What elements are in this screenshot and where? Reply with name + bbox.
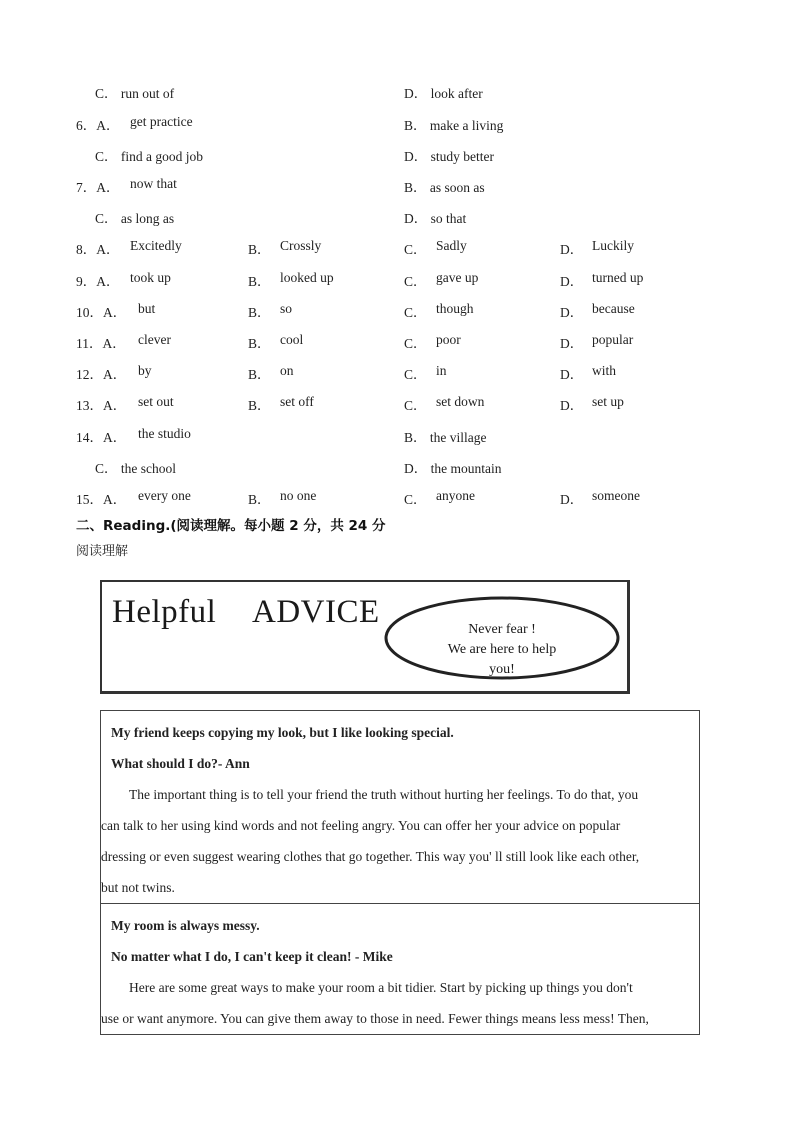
question-5-row-2 (0, 82, 794, 102)
section-title: 二、Reading.(阅读理解。每小题 2 分，共 24 分 (76, 518, 386, 534)
option-7d: D． so that (404, 211, 467, 226)
advice-banner (100, 580, 630, 694)
question-8-row (0, 238, 794, 258)
question-7-row-2 (0, 207, 794, 227)
option-c: Sadly (436, 238, 467, 253)
question-number: 6．A． (76, 118, 120, 133)
option-b-label: B． (248, 492, 271, 507)
option-c: set down (436, 394, 485, 409)
option-b: Crossly (280, 238, 322, 253)
option-d-label: D． (560, 242, 584, 257)
option-d-label: D． (560, 274, 584, 289)
question-number: 12．A． (76, 367, 127, 382)
option-a: every one (138, 488, 191, 503)
option-d: someone (592, 488, 640, 503)
question-number: 9．A． (76, 274, 120, 289)
answer-line: use or want anymore. You can give them away to those in need. Fewer things means less mess! Then, (101, 1011, 649, 1026)
option-c: in (436, 363, 447, 378)
question-6-row-1 (0, 114, 794, 134)
option-b-label: B． (248, 367, 271, 382)
question-line: No matter what I do, I can't keep it clean! - Mike (111, 949, 393, 964)
question-12-row (0, 363, 794, 383)
option-b-label: B． (248, 398, 271, 413)
oval-line-2: We are here to help (447, 642, 557, 657)
option-c: anyone (436, 488, 475, 503)
option-a: but (138, 301, 156, 316)
question-number: 11．A． (76, 336, 126, 351)
oval-line-1: Never fear ! (468, 622, 536, 637)
option-7b: B． as soon as (404, 180, 485, 195)
advice-table (100, 710, 700, 1035)
option-5d: D． look after (404, 86, 483, 101)
question-7-row-1 (0, 176, 794, 196)
question-number: 14．A． (76, 430, 127, 445)
option-d: set up (592, 394, 624, 409)
banner-word-advice: ADVICE (252, 594, 380, 630)
question-15-row (0, 488, 794, 508)
option-b-label: B． (248, 242, 271, 257)
question-number: 7．A． (76, 180, 120, 195)
answer-line: can talk to her using kind words and not feeling angry. You can offer her your advice on popular (101, 818, 621, 833)
option-d-label: D． (560, 367, 584, 382)
option-a: clever (138, 332, 171, 347)
option-6a: get practice (130, 114, 193, 129)
question-10-row (0, 301, 794, 321)
option-c: poor (436, 332, 461, 347)
question-line: My room is always messy. (111, 918, 260, 933)
banner-word-helpful: Helpful (112, 594, 217, 630)
option-c-label: C． (404, 492, 427, 507)
option-14d: D． the mountain (404, 461, 502, 476)
option-c-label: C． (404, 305, 427, 320)
option-c-label: C． (404, 367, 427, 382)
option-d-label: D． (560, 336, 584, 351)
option-d: because (592, 301, 635, 316)
option-b: set off (280, 394, 314, 409)
option-c-label: C． (404, 398, 427, 413)
option-d: turned up (592, 270, 644, 285)
option-d-label: D． (560, 492, 584, 507)
option-c-label: C． (404, 242, 427, 257)
answer-line: The important thing is to tell your friend the truth without hurting her feelings. To do that, you (129, 787, 639, 802)
option-c: though (436, 301, 474, 316)
answer-line: Here are some great ways to make your room a bit tidier. Start by picking up things you don't (129, 980, 633, 995)
option-b-label: B． (248, 336, 271, 351)
question-number: 13．A． (76, 398, 127, 413)
option-6d: D． study better (404, 149, 494, 164)
option-7a: now that (130, 176, 177, 191)
advice-entry-ann (101, 711, 700, 904)
question-line: What should I do?- Ann (111, 756, 250, 771)
option-b: on (280, 363, 294, 378)
option-d-label: D． (560, 398, 584, 413)
question-11-row (0, 332, 794, 352)
option-b-label: B． (248, 274, 271, 289)
option-d: with (592, 363, 617, 378)
option-d: Luckily (592, 238, 634, 253)
question-13-row (0, 394, 794, 414)
option-14a: the studio (138, 426, 191, 441)
option-c-label: C． (404, 336, 427, 351)
option-14c: C． the school (95, 461, 176, 476)
option-a: Excitedly (130, 238, 182, 253)
option-b: no one (280, 488, 317, 503)
option-a: by (138, 363, 152, 378)
option-b: looked up (280, 270, 334, 285)
question-9-row (0, 270, 794, 290)
option-a: set out (138, 394, 174, 409)
option-b: so (280, 301, 293, 316)
option-c: gave up (436, 270, 479, 285)
answer-line: but not twins. (101, 880, 175, 895)
option-d-label: D． (560, 305, 584, 320)
question-number: 15．A． (76, 492, 127, 507)
question-number: 10．A． (76, 305, 127, 320)
section-subtitle: 阅读理解 (76, 544, 129, 559)
option-6b: B． make a living (404, 118, 504, 133)
question-14-row-1 (0, 426, 794, 446)
option-c-label: C． (404, 274, 427, 289)
question-number: 8．A． (76, 242, 120, 257)
option-14b: B． the village (404, 430, 487, 445)
option-7c: C． as long as (95, 211, 175, 226)
answer-line: dressing or even suggest wearing clothes that go together. This way you' ll still look like each other, (101, 849, 640, 864)
option-d: popular (592, 332, 634, 347)
question-6-row-2 (0, 145, 794, 165)
option-b: cool (280, 332, 304, 347)
option-b-label: B． (248, 305, 271, 320)
advice-entry-mike (101, 904, 700, 1035)
option-6c: C． find a good job (95, 149, 203, 164)
option-a: took up (130, 270, 171, 285)
option-5c: C． run out of (95, 86, 175, 101)
question-14-row-2 (0, 457, 794, 477)
oval-line-3: you! (489, 662, 515, 677)
question-line: My friend keeps copying my look, but I like looking special. (111, 725, 454, 740)
